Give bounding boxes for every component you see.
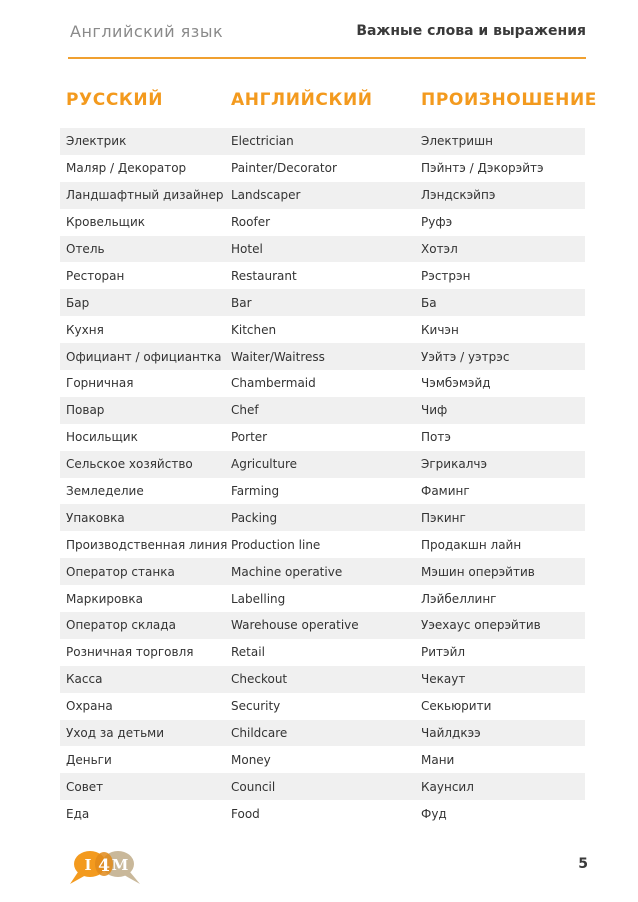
table-row: [60, 370, 585, 397]
svg-text:M: M: [111, 856, 129, 874]
vocabulary-table: [60, 128, 585, 827]
cell-russian: Электрик: [66, 134, 127, 149]
cell-english: Warehouse operative: [231, 618, 359, 633]
page-header: [70, 20, 586, 46]
cell-english: Production line: [231, 537, 321, 552]
table-row: [60, 800, 585, 827]
cell-russian: Повар: [66, 403, 105, 418]
cell-pronunciation: Лэйбеллинг: [421, 591, 497, 606]
column-headers: [0, 90, 638, 114]
cell-russian: Упаковка: [66, 510, 125, 525]
column-header-english: АНГЛИЙСКИЙ: [231, 90, 373, 110]
cell-english: Machine operative: [231, 564, 343, 579]
cell-pronunciation: Мэшин оперэйтив: [421, 564, 535, 579]
cell-pronunciation: Чайлдкээ: [421, 726, 481, 741]
cell-english: Chef: [231, 403, 259, 418]
cell-pronunciation: Потэ: [421, 430, 451, 445]
table-row: [60, 558, 585, 585]
cell-english: Farming: [231, 484, 280, 499]
table-row: [60, 451, 585, 478]
cell-russian: Сельское хозяйство: [66, 457, 193, 472]
cell-pronunciation: Чэмбэмэйд: [421, 376, 491, 391]
cell-english: Food: [231, 806, 260, 821]
cell-pronunciation: Ба: [421, 295, 437, 310]
cell-pronunciation: Каунсил: [421, 779, 474, 794]
cell-russian: Совет: [66, 779, 104, 794]
cell-pronunciation: Уэехаус оперэйтив: [421, 618, 541, 633]
cell-russian: Кухня: [66, 322, 104, 337]
cell-russian: Еда: [66, 806, 90, 821]
table-row: [60, 693, 585, 720]
cell-english: Money: [231, 752, 271, 767]
cell-pronunciation: Хотэл: [421, 242, 458, 256]
table-row: [60, 397, 585, 424]
cell-russian: Официант / официантка: [66, 349, 222, 364]
table-row: [60, 236, 585, 263]
table-row: [60, 666, 585, 693]
cell-pronunciation: Чиф: [421, 403, 448, 418]
cell-russian: Касса: [66, 672, 103, 687]
cell-russian: Земледелие: [66, 484, 144, 499]
header-right-title: Важные слова и выражения: [356, 23, 586, 39]
cell-russian: Ландшафтный дизайнер: [66, 188, 224, 203]
cell-pronunciation: Чекаут: [421, 672, 466, 687]
cell-english: Security: [231, 699, 281, 714]
cell-english: Kitchen: [231, 322, 277, 337]
cell-english: Roofer: [231, 215, 271, 230]
cell-russian: Бар: [66, 295, 90, 310]
header-left-title: Английский язык: [70, 22, 224, 41]
cell-pronunciation: Секьюрити: [421, 699, 492, 714]
cell-english: Restaurant: [231, 268, 297, 283]
table-row: [60, 585, 585, 612]
cell-pronunciation: Продакшн лайн: [421, 537, 522, 552]
cell-pronunciation: Лэндскэйпэ: [421, 188, 496, 203]
cell-russian: Оператор станка: [66, 564, 175, 579]
cell-pronunciation: Рэстрэн: [421, 268, 471, 283]
cell-english: Waiter/Waitress: [231, 349, 325, 364]
cell-english: Chambermaid: [231, 376, 316, 391]
table-row: [60, 209, 585, 236]
cell-russian: Маркировка: [66, 591, 144, 606]
table-row: [60, 128, 585, 155]
cell-english: Labelling: [231, 591, 286, 606]
i4m-logo: [68, 848, 142, 888]
table-row: [60, 639, 585, 666]
cell-pronunciation: Эгрикалчэ: [421, 457, 488, 472]
cell-english: Painter/Decorator: [231, 161, 337, 176]
cell-russian: Отель: [66, 242, 105, 256]
table-row: [60, 773, 585, 800]
cell-pronunciation: Электришн: [421, 134, 493, 149]
cell-pronunciation: Фаминг: [421, 484, 470, 499]
table-row: [60, 343, 585, 370]
column-header-pronunciation: ПРОИЗНОШЕНИЕ: [421, 90, 598, 110]
table-row: [60, 504, 585, 531]
cell-english: Childcare: [231, 726, 288, 741]
cell-english: Agriculture: [231, 457, 297, 472]
cell-english: Retail: [231, 645, 265, 660]
table-row: [60, 262, 585, 289]
cell-russian: Горничная: [66, 376, 134, 391]
cell-russian: Ресторан: [66, 268, 125, 283]
cell-english: Electrician: [231, 134, 294, 149]
cell-english: Landscaper: [231, 188, 301, 203]
table-row: [60, 746, 585, 773]
cell-russian: Розничная торговля: [66, 645, 194, 660]
cell-english: Checkout: [231, 672, 288, 687]
cell-pronunciation: Мани: [421, 752, 455, 767]
cell-english: Porter: [231, 430, 268, 445]
cell-pronunciation: Пэкинг: [421, 510, 466, 525]
svg-text:I: I: [84, 856, 92, 874]
cell-pronunciation: Ритэйл: [421, 645, 466, 660]
table-row: [60, 182, 585, 209]
table-row: [60, 478, 585, 505]
column-header-russian: РУССКИЙ: [66, 90, 164, 110]
cell-english: Council: [231, 779, 276, 794]
cell-pronunciation: Кичэн: [421, 322, 459, 337]
table-row: [60, 424, 585, 451]
cell-russian: Деньги: [66, 752, 112, 767]
cell-russian: Оператор склада: [66, 618, 176, 633]
cell-russian: Производственная линия: [66, 537, 228, 552]
cell-english: Bar: [231, 295, 252, 310]
cell-russian: Охрана: [66, 699, 113, 714]
table-row: [60, 316, 585, 343]
svg-text:4: 4: [98, 856, 110, 876]
cell-pronunciation: Фуд: [421, 806, 447, 821]
cell-pronunciation: Уэйтэ / уэтрэс: [421, 349, 510, 364]
table-row: [60, 289, 585, 316]
cell-russian: Маляр / Декоратор: [66, 161, 187, 176]
cell-english: Hotel: [231, 242, 263, 256]
header-divider: [68, 57, 586, 59]
table-row: [60, 155, 585, 182]
cell-english: Packing: [231, 510, 278, 525]
page-number: 5: [578, 856, 588, 872]
cell-russian: Носильщик: [66, 430, 138, 445]
table-row: [60, 531, 585, 558]
table-row: [60, 612, 585, 639]
cell-russian: Кровельщик: [66, 215, 146, 230]
table-row: [60, 720, 585, 747]
cell-pronunciation: Руфэ: [421, 215, 453, 230]
cell-pronunciation: Пэйнтэ / Дэкорэйтэ: [421, 161, 544, 176]
cell-russian: Уход за детьми: [66, 726, 165, 741]
